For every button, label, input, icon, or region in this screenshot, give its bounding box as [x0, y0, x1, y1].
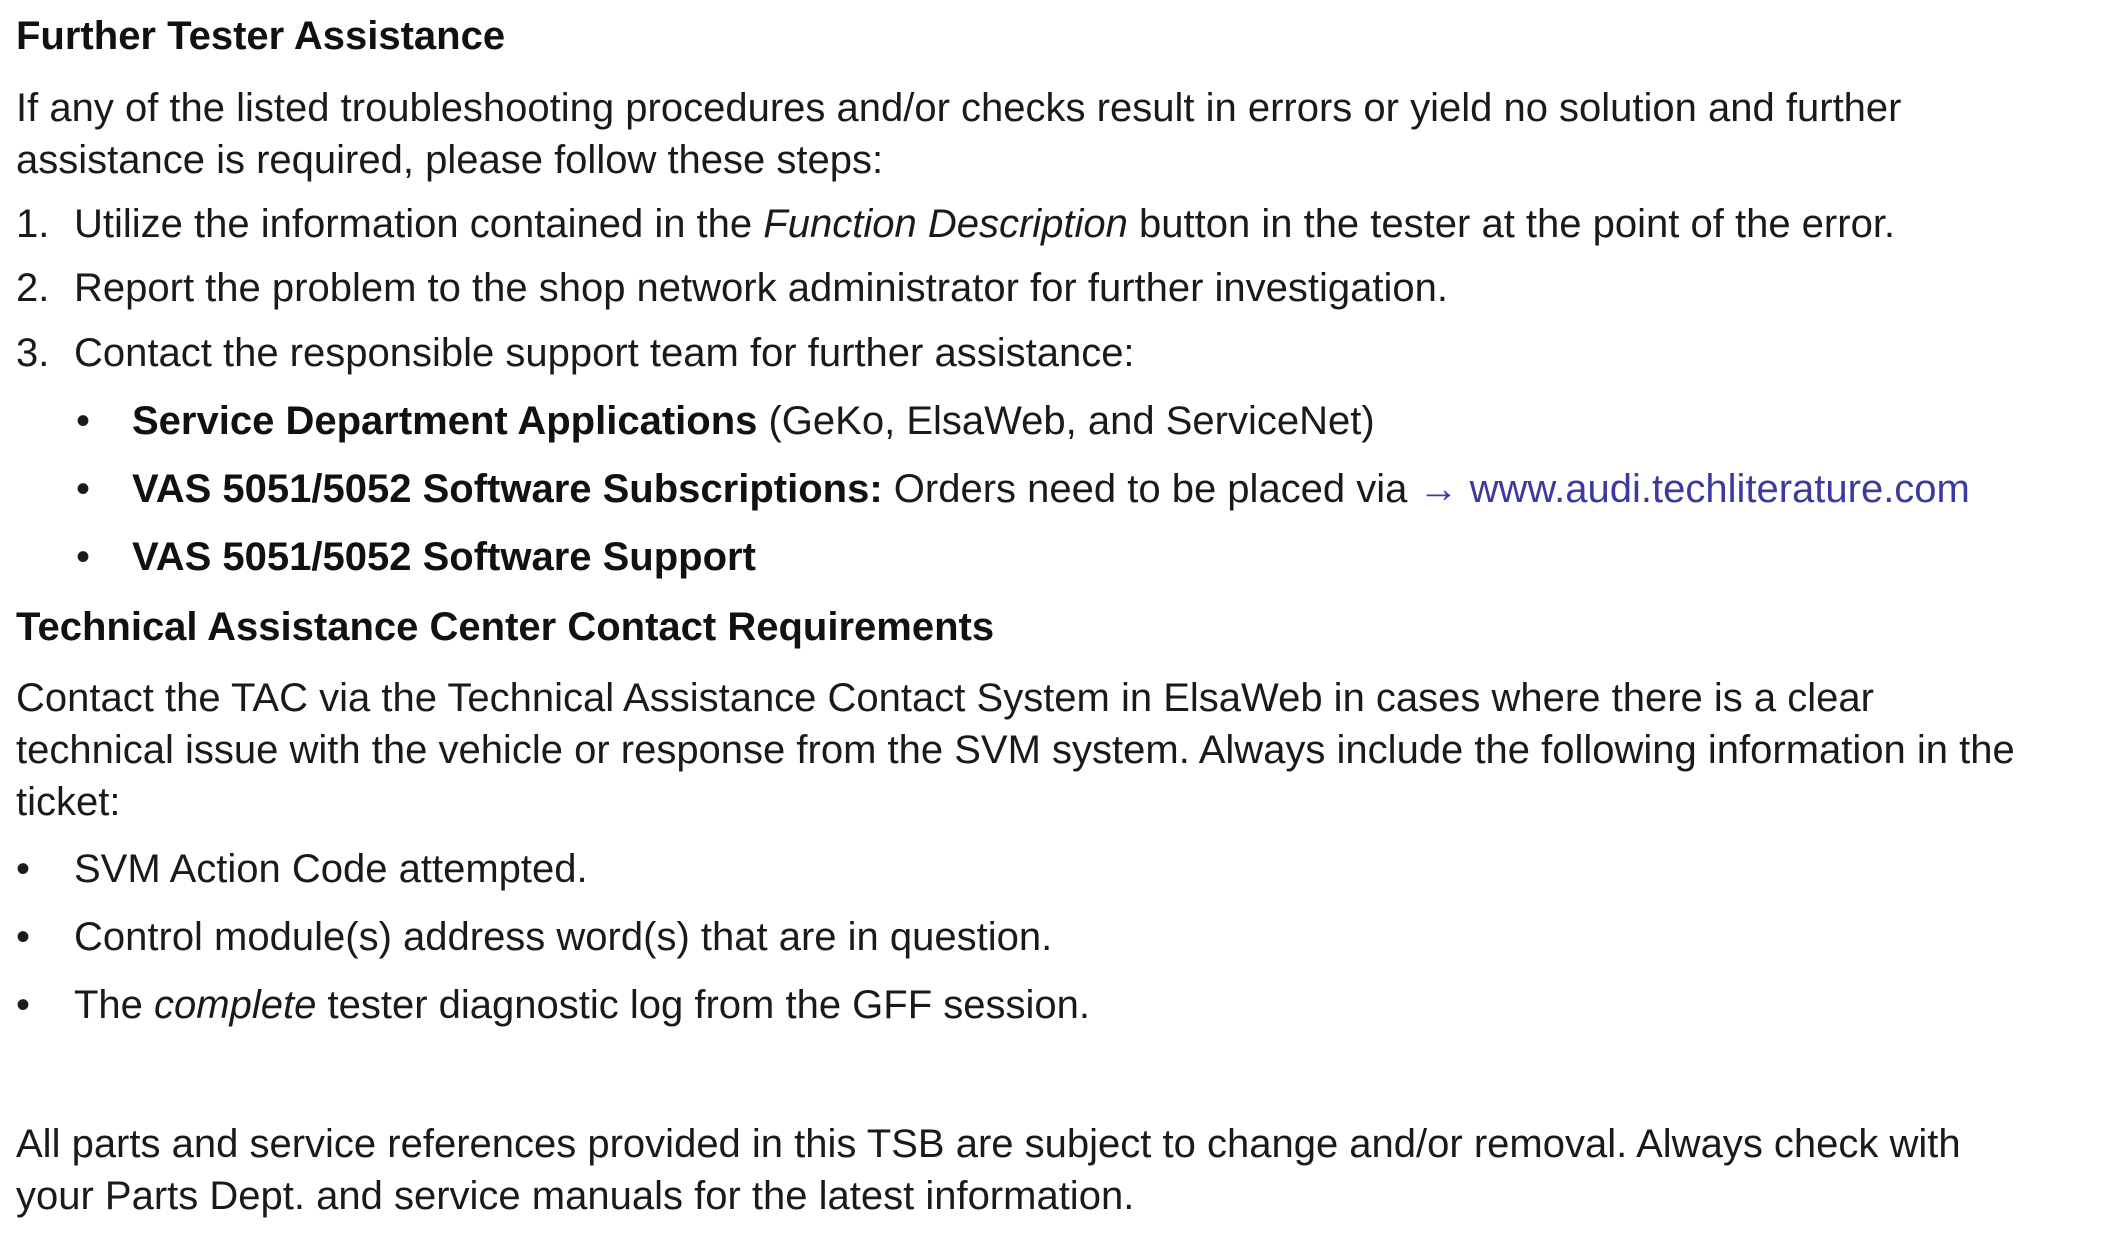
bullet-marker: • — [76, 535, 91, 579]
section-heading-tac-contact-requirements: Technical Assistance Center Contact Requirements — [16, 605, 995, 649]
support-item-title: Service Department Applications — [132, 399, 758, 443]
disclaimer-line-2: your Parts Dept. and service manuals for the latest information. — [16, 1174, 1135, 1218]
support-item-detail: (GeKo, ElsaWeb, and ServiceNet) — [757, 399, 1375, 443]
support-item-title: VAS 5051/5052 Software Subscriptions: — [132, 467, 883, 511]
function-description-term: Function Description — [763, 202, 1128, 246]
support-item-title: VAS 5051/5052 Software Support — [132, 535, 756, 579]
step-number: 1. — [16, 202, 50, 246]
ticket-item-text-after: tester diagnostic log from the GFF session. — [316, 983, 1091, 1027]
disclaimer-line-1: All parts and service references provided in this TSB are subject to change and/or removal. Always check with — [16, 1122, 1961, 1166]
tac-paragraph-line-2: technical issue with the vehicle or response from the SVM system. Always include the following information in the — [16, 728, 2015, 772]
intro-paragraph-line-2: assistance is required, please follow these steps: — [16, 138, 884, 182]
intro-paragraph-line-1: If any of the listed troubleshooting procedures and/or checks result in errors or yield no solution and further — [16, 86, 1902, 130]
step-number: 2. — [16, 266, 50, 310]
step-text: Report the problem to the shop network administrator for further investigation. — [74, 266, 1449, 310]
ticket-item-text-before: The — [74, 983, 155, 1027]
bullet-marker: • — [16, 983, 31, 1027]
support-item-detail: Orders need to be placed via — [882, 467, 1419, 511]
ticket-item-text: Control module(s) address word(s) that are in question. — [74, 915, 1053, 959]
ticket-item-text: SVM Action Code attempted. — [74, 847, 588, 891]
tac-paragraph-line-1: Contact the TAC via the Technical Assistance Contact System in ElsaWeb in cases where there is a clear — [16, 676, 1874, 720]
bullet-marker: • — [16, 915, 31, 959]
step-text: Contact the responsible support team for further assistance: — [74, 331, 1135, 375]
bullet-marker: • — [76, 467, 91, 511]
bullet-marker: • — [76, 399, 91, 443]
section-heading-further-tester-assistance: Further Tester Assistance — [16, 14, 506, 58]
step-text — [74, 198, 1895, 250]
step-number: 3. — [16, 331, 50, 375]
support-item-text — [132, 463, 1970, 515]
step-text-before: Utilize the information contained in the — [74, 202, 764, 246]
support-item-text — [132, 395, 1375, 447]
ticket-item-text — [74, 979, 1090, 1031]
tac-paragraph-line-3: ticket: — [16, 780, 121, 824]
step-text-after: button in the tester at the point of the error. — [1127, 202, 1896, 246]
bullet-marker: • — [16, 847, 31, 891]
complete-term: complete — [154, 983, 317, 1027]
techliterature-link[interactable]: → www.audi.techliterature.com — [1418, 467, 1970, 511]
